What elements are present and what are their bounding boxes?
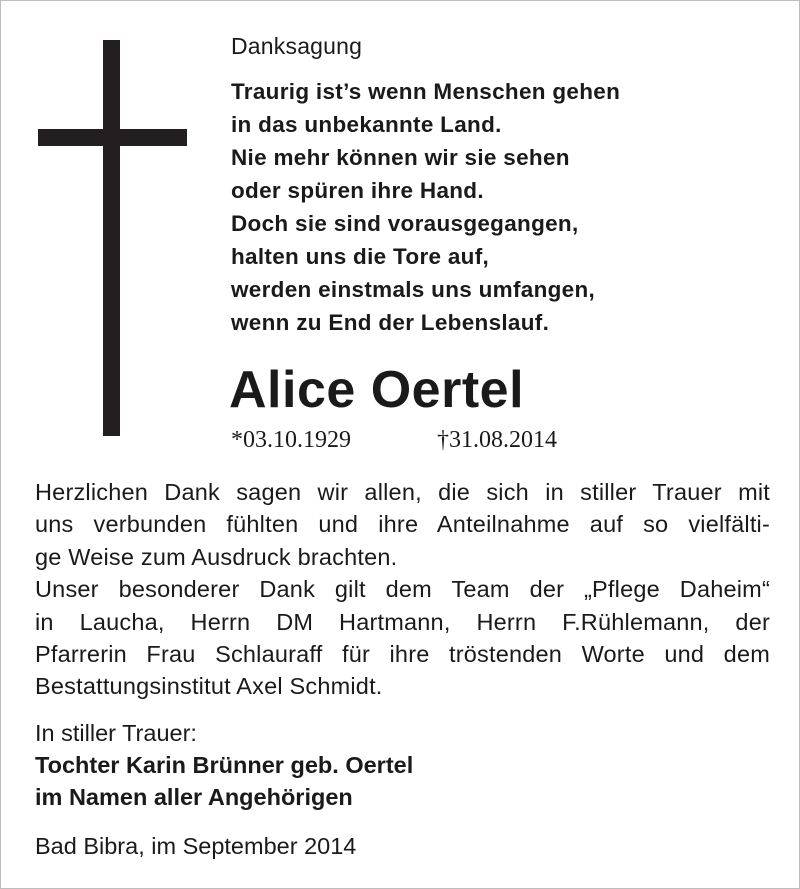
special-thanks-line: in Laucha, Herrn DM Hartmann, Herrn F.Rühlemann, der <box>35 608 770 635</box>
mourner-line: im Namen aller Angehörigen <box>35 784 353 810</box>
mourning-intro: In stiller Trauer: <box>35 720 197 746</box>
cross-vertical-bar <box>103 40 120 436</box>
poem-line: Doch sie sind vorausgegangen, <box>231 211 579 236</box>
cross-horizontal-bar <box>38 129 187 146</box>
place-and-date: Bad Bibra, im September 2014 <box>35 833 357 859</box>
thanks-paragraph <box>35 476 770 703</box>
special-thanks-line: Unser besonderer Dank gilt dem Team der „Pflege Daheim“ <box>35 576 770 603</box>
poem-line: Nie mehr können wir sie sehen <box>231 145 570 170</box>
poem-line: wenn zu End der Lebenslauf. <box>231 310 550 335</box>
poem-line: Traurig ist’s wenn Menschen gehen <box>231 79 621 104</box>
poem-line: oder spüren ihre Hand. <box>231 178 484 203</box>
thanks-line: ge Weise zum Ausdruck brachten. <box>35 543 398 570</box>
notice-heading: Danksagung <box>231 33 363 59</box>
death-date: †31.08.2014 <box>437 427 557 453</box>
birth-date: *03.10.1929 <box>231 427 351 453</box>
poem-line: halten uns die Tore auf, <box>231 244 490 269</box>
thanks-line: Herzlichen Dank sagen wir allen, die sich in stiller Trauer mit <box>35 479 770 505</box>
poem-line: in das unbekannte Land. <box>231 112 502 137</box>
mourner-line: Tochter Karin Brünner geb. Oertel <box>35 752 414 778</box>
thanks-line: uns verbunden fühlten und ihre Anteilnahme auf so vielfälti- <box>35 511 770 538</box>
mourners-block <box>35 717 635 813</box>
special-thanks-line: Pfarrerin Frau Schlauraff für ihre tröstenden Worte und dem <box>35 641 770 668</box>
poem-line: werden einstmals uns umfangen, <box>231 277 596 302</box>
memorial-poem <box>231 75 651 339</box>
special-thanks-line: Bestattungsinstitut Axel Schmidt. <box>35 673 383 700</box>
deceased-name: Alice Oertel <box>229 361 525 419</box>
